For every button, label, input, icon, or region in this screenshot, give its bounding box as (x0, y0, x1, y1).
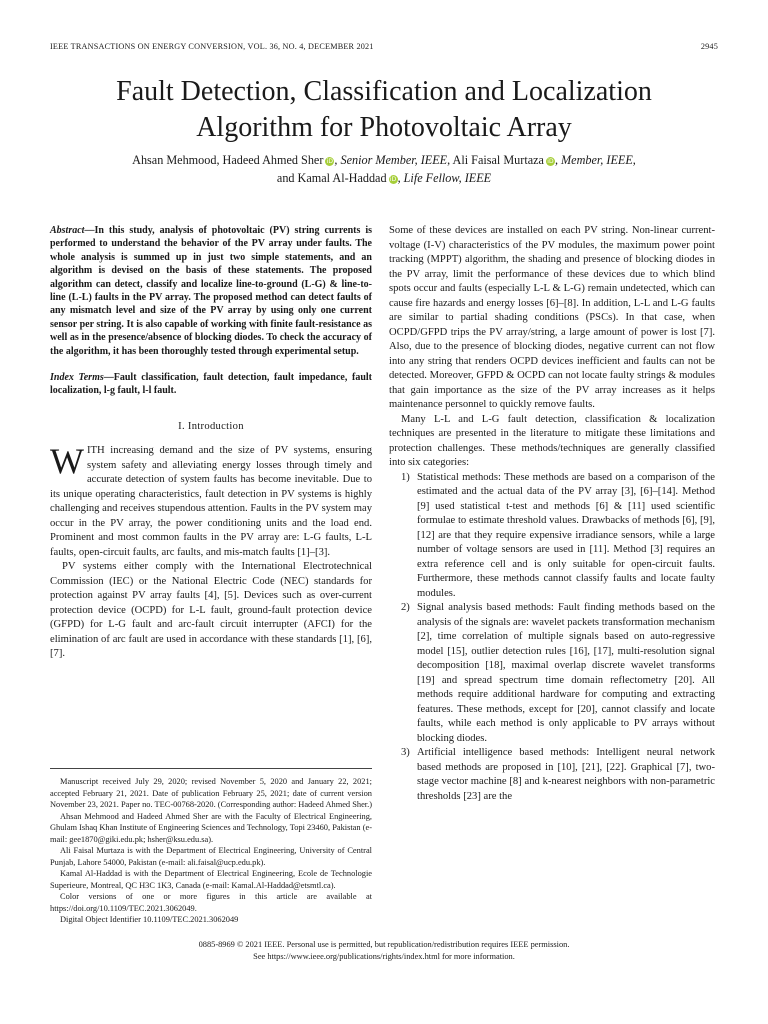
journal-name: IEEE TRANSACTIONS ON ENERGY CONVERSION, VOL. 36, NO. 4, DECEMBER 2021 (50, 42, 374, 51)
copyright-line-1: 0885-8969 © 2021 IEEE. Personal use is permitted, but republication/redistribution requires IEEE permission. (198, 940, 570, 949)
index-terms-label: Index Terms (50, 372, 104, 384)
category-list (389, 471, 715, 805)
index-terms (50, 371, 372, 398)
footnote-divider (50, 768, 372, 769)
section-heading: I. Introduction (178, 420, 244, 432)
drop-cap: W (50, 441, 84, 482)
footnote: Ahsan Mehmood and Hadeed Ahmed Sher are with the Faculty of Electrical Engineering, Ghulam Ishaq Khan Institute of Engineering Sciences and Technology, Topi 23460, Pakistan (e-mail: gee1870@giki.edu.pk; hsher@ksu.edu.sa). (50, 811, 372, 844)
list-item (389, 746, 715, 804)
footnote: Color versions of one or more figures in this article are available at https://doi.org/10.1109/TEC.2021.3062049. (50, 892, 372, 913)
author-list (60, 151, 708, 187)
list-item-text: Artificial intelligence based methods: Intelligent neural network based methods are proposed in [10], [21], [22]. Graphical [7], two-stage vector machine [8] and k-nearest neighbors with non-parametric thresholds [23] are the (417, 747, 715, 802)
intro-paragraph-2: PV systems either comply with the International Electrotechnical Commission (IEC) or the National Electric Code (NEC) standards for protection against PV array faults [4], [5]. Devices such as over-current protection device (OCPD) for L-L fault, ground-fault protection device (GFPD) for L-G fault and arc-fault circuit interrupter (AFCI) for the elimination of arc fault are used in accordance with these standards [1], [6], [7]. (50, 561, 372, 660)
orcid-icon[interactable]: iD (547, 158, 554, 165)
footnote: Kamal Al-Haddad is with the Department of Electrical Engineering, Ecole de Technologie Superieure, Montreal, QC H3C 1K3, Canada (e-mail: Kamal.Al-Haddad@etsmtl.ca). (50, 869, 372, 890)
left-column (50, 224, 372, 662)
abstract (50, 224, 372, 358)
author-line-1 (60, 151, 708, 169)
author-role: , Member, IEEE, (554, 153, 636, 167)
author-role: , Life Fellow, IEEE (397, 171, 492, 185)
footnote: Manuscript received July 29, 2020; revised November 5, 2020 and January 22, 2021; accepted February 21, 2021. Date of publication February 25, 2021; date of current version November 23, 2021. Paper no. TEC-00768-2020. (Corresponding author: Hadeed Ahmed Sher.) (50, 777, 372, 809)
intro-paragraph-1 (50, 441, 372, 560)
footnote: Ali Faisal Murtaza is with the Department of Electrical Engineering, University of Central Punjab, Lahore 54000, Pakistan (e-mail: ali.faisal@ucp.edu.pk). (50, 846, 372, 867)
list-item-text: Statistical methods: These methods are based on a comparison of the estimated and the actual data of the PV array [3], [6]–[14]. Method [9] used statistical t-test and methods [6] & [11] used scientific formulae to estimate threshold values. Drawbacks of methods [6], [9], [12] are that they require expensive irradiance sensors, while a large number of voltage sensors are used in [11]. Method [3] requires an extra reference cell and is only suitable for open-circuit faults. Furthermore, these methods cannot classify faults and locate faulty modules. (417, 471, 715, 599)
author-role: , Senior Member, IEEE (334, 153, 448, 167)
copyright-line-2: See https://www.ieee.org/publications/rights/index.html for more information. (253, 951, 515, 961)
author-name: and Kamal Al-Haddad (276, 171, 387, 185)
list-item (389, 471, 715, 602)
author-name: , Ali Faisal Murtaza (447, 153, 544, 167)
author-name: Ahsan Mehmood, Hadeed Ahmed Sher (132, 153, 324, 167)
running-header (50, 42, 718, 51)
right-column (389, 224, 715, 804)
list-number: 2) (401, 602, 410, 613)
orcid-icon[interactable]: iD (326, 158, 334, 165)
title-line-1: Fault Detection, Classification and Localization (116, 76, 652, 107)
footnote: Digital Object Identifier 10.1109/TEC.2021.3062049 (60, 915, 239, 924)
list-item (389, 601, 715, 746)
index-terms-text: —Fault classification, fault detection, fault impedance, fault localization, l-g fault, l-l fault. (50, 372, 372, 397)
title-line-2: Algorithm for Photovoltaic Array (196, 112, 572, 143)
list-number: 1) (401, 471, 410, 483)
body-paragraph: Some of these devices are installed on each PV string. Non-linear current-voltage (I-V) characteristics of the PV modules, the maximum power point tracking (MPPT) algorithm, the shading and presence of blocking diodes in the PV array, limit the performance of these devices due to which blind spots occur and faults (especially L-L & L-G) remain undetected, which can cause fire hazards and energy losses [6]–[8]. In addition, L-L and L-G faults are similar to partial shading conditions (PSCs). In that case, when OCPD/GFPD trips the PV array/string, a large amount of power is lost [7]. Also, due to the presence of blocking diodes, negative current can not flow into any string that renders OCPD devices inefficient and faults can not be detected. Moreover, GFPD & OCPD can not locate faulty strings & modules that gain importance as the size of the PV array increases as it helps maintenance personnel to quickly remove faults. (389, 225, 715, 410)
paper-title (40, 74, 728, 146)
abstract-text: —In this study, analysis of photovoltaic (PV) string currents is performed to understand the behavior of the PV array under faults. The whole analysis is summed up in just two simple statements, and an algorithm is devised on the basis of these statements. The proposed algorithm can detect, classify and localize line-to-ground (L-G) & line-to-line (L-L) faults in the PV array. The proposed method can detect faults of any mismatch level and size of the PV array by using only one current sensor per string. It is also capable of working with finite fault-resistance as well as in the presence/absence of blocking diodes. To check the accuracy of the algorithm, it has been thoroughly tested through experimental setup. (50, 225, 372, 357)
footnotes (50, 776, 372, 926)
list-item-text: Signal analysis based methods: Fault finding methods based on the analysis of the signals are: wavelet packets transformation mechanism [2], time correlation of multiple signals based on auto-regressive model [15], outlier detection rules [16], [17], multi-resolution signal decomposition [18], maximal overlap discrete wavelet transforms [19] and spread spectrum time domain reflectometry [20]. All methods require additional hardware for computing and extracting features. These methods, except for [20], cannot classify and locate faults, while each method is only applicable to PV arrays without blocking diodes. (417, 602, 715, 744)
page-number: 2945 (700, 42, 718, 51)
orcid-icon[interactable]: iD (389, 176, 397, 183)
copyright-notice (60, 939, 708, 962)
abstract-label: Abstract (50, 225, 85, 236)
body-paragraph: Many L-L and L-G fault detection, classification & localization techniques are presented in the literature to mitigate these limitations and protection challenges. These methods/techniques are generally classified into six categories: (389, 413, 715, 468)
author-line-2 (60, 169, 708, 187)
list-number: 3) (401, 747, 410, 758)
intro-text-1: ITH increasing demand and the size of PV systems, ensuring system safety and alleviating energy losses through timely and accurate detection of system faults has become inevitable. Due to its unique operating characteristics, fault detection in PV systems is highly challenging and receives stupendous attention. Faults in the PV system may occur in the PV array, the power conditioning units and the load end. Prominent and most common faults in the PV array are: L-G faults, L-L faults, open-circuit faults, arc faults, and mis-match faults [1]–[3]. (50, 445, 372, 558)
